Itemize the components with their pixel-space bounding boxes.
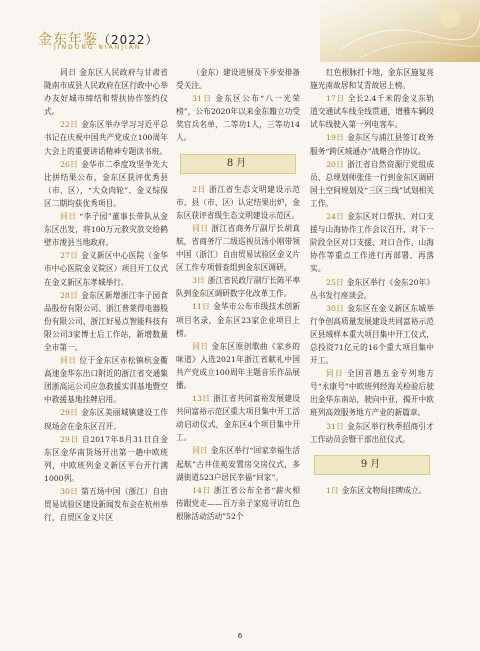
header-decoration-image xyxy=(320,0,480,62)
entry-date: 31日 xyxy=(326,421,345,431)
entry-text: 自2017年8月31日自金东区金华南货场开出第一趟中欧班列，中欧班列金义新区平台开行满1000列。 xyxy=(44,434,168,483)
entry-date: 同日 xyxy=(60,356,77,366)
entry-text: 金东区举行《金东20年》丛书发行座谈会。 xyxy=(310,277,434,300)
entry-text: 金东区举办学习习近平总书记在庆祝中国共产党成立100周年大会上的重要讲话精神专题读书班。 xyxy=(44,120,168,156)
column-2 xyxy=(176,66,300,523)
chronicle-entry xyxy=(310,131,434,157)
entry-text: 浙江省商务厅副厅长胡真航，省商务厅二级巡视员汤小刚带领中国（浙江）自由贸易试验区金义片区工作专项督查组到金东区调研。 xyxy=(176,223,300,273)
chronicle-entry xyxy=(44,485,168,524)
chronicle-entry xyxy=(44,433,168,485)
entry-text: 全国首趟五金专列地方号“永康号”中欧班列经海关检验后驶出金华东南站，驶向中亚，揭开中欧班列高效服务地方产业的新篇章。 xyxy=(310,369,434,418)
chronicle-entry xyxy=(310,276,434,302)
entry-text: 浙江省民政厅副厅长陈平率队到金东区调研数字化改革工作。 xyxy=(176,276,301,299)
entry-text: 金东区美丽城镇建设工作现场会在金东区召开。 xyxy=(44,408,168,431)
entry-text: 金东区举行秋季招商引才工作动员会暨干部出征仪式。 xyxy=(310,421,434,444)
chronicle-entry xyxy=(44,158,168,210)
entry-text: 金东区新增浙江李子园食品股份有限公司、浙江普莱得电器股份有限公司、浙江好易点智能科技有限公司3家博士后工作站，新增数量全市第一。 xyxy=(44,290,168,352)
entry-date: 24日 xyxy=(326,212,345,222)
entry-text: 金华市公布市级技术创新项目名录，金东区23家企业项目上榜。 xyxy=(176,302,300,338)
yearbook-year: （2022） xyxy=(98,33,159,47)
entry-date: 19日 xyxy=(326,133,345,143)
chronicle-entry xyxy=(176,222,300,274)
entry-text: 金东区对口帮扶、对口支援与山海协作工作会议召开，对下一阶段全区对口支援、对口合作、山海协作等重点工作进行再部署、再落实。 xyxy=(310,212,434,274)
entry-text: 位于金东区赤松镇杭金衢高速金华东出口附近的浙江省交通集团浙高运公司应急救援实训基地暨空中救援基地挂牌启用。 xyxy=(44,356,168,405)
entry-text: 金东区在金义新区东城举行争创高质量发展建设共同富裕示范区县域样本重大项目集中开工仪式，总投资71亿元的16个重大项目集中开工。 xyxy=(310,303,434,366)
chronicle-entry xyxy=(44,118,168,157)
entry-date: 20日 xyxy=(326,159,345,169)
entry-text: 浙江省公布全省“薪火相传跟党走——百万亲子家庭寻访红色根脉活动活动”52个 xyxy=(176,485,300,521)
entry-date: 3日 xyxy=(192,276,205,286)
entry-text: 金义新区中心医院（金华市中心医院金义院区）项目开工仪式在金义新区东孝城举行。 xyxy=(44,251,168,287)
entry-text: （金东）建设进展及下步安排备受关注。 xyxy=(176,68,300,91)
chronicle-entry xyxy=(176,392,300,444)
chronicle-entry xyxy=(310,302,434,367)
entry-text: 第五场中国（浙江）自由贸易试验区建设新闻发布会在杭州举行，自贸区金义片区 xyxy=(44,487,168,523)
chronicle-entry xyxy=(176,340,300,392)
entry-text: 金东区文物局挂牌成立。 xyxy=(341,485,427,495)
yearbook-name: 金东年鉴 xyxy=(38,32,98,48)
chronicle-entry xyxy=(176,484,300,523)
entry-date: 27日 xyxy=(60,251,79,261)
chronicle-entry xyxy=(176,300,300,339)
chronicle-entry xyxy=(176,183,300,222)
yearbook-pinyin: JINDONG NIANJIAN xyxy=(54,44,142,51)
entry-text: 全长2.4千米的金义东轨道交通试车线全线贯通，增雅车辆段试车线驶入第一列电客车。 xyxy=(310,94,434,130)
entry-text: 浙江省生态文明建设示范市、县（市、区）认定结果出炉，金东区获评省级生态文明建设示范区。 xyxy=(176,184,300,220)
chronicle-entry xyxy=(310,66,434,92)
page-footer xyxy=(0,632,480,640)
entry-text: 金东区原创歌曲《家乡的味道》入选2021年浙江省献礼中国共产党成立100周年主题音乐作品展播。 xyxy=(176,341,300,390)
chronicle-entry xyxy=(44,249,168,288)
chronicle-entry xyxy=(310,158,434,210)
chronicle-entry xyxy=(44,406,168,432)
entry-date: 29日 xyxy=(60,408,79,418)
entry-date: 25日 xyxy=(326,277,344,287)
entry-text: 红色根脉打卡地，金东区施复亮施光南故居和艾青故居上榜。 xyxy=(310,68,434,91)
entry-date: 11日 xyxy=(192,302,211,312)
entry-text: 同日 金东区人民政府与甘肃省陇南市成县人民政府在区行政中心举办友好城市缔结和帮扶协作签约仪式。 xyxy=(44,68,168,117)
chronicle-entry xyxy=(310,420,434,446)
entry-text: 金东区与浦江县签订政务服务“跨区域通办”战略合作协议。 xyxy=(310,133,434,156)
chronicle-entry xyxy=(176,92,300,144)
column-3 xyxy=(310,66,434,497)
entry-date: 31日 xyxy=(192,94,213,104)
chronicle-entry xyxy=(44,66,168,118)
entry-date: 30日 xyxy=(326,303,345,313)
entry-text: 浙江省共同富裕发展建设共同富裕示范区重大项目集中开工活动启动仪式，金东区4个项目集中开工。 xyxy=(176,394,300,443)
chronicle-entry xyxy=(44,210,168,249)
entry-date: 1日 xyxy=(326,485,339,495)
chronicle-entry xyxy=(310,210,434,275)
entry-date: 同日 xyxy=(192,341,209,351)
entry-date: 22日 xyxy=(60,120,79,130)
entry-text: “李子园”董事长带队从金东区出发，将100万元救灾款交给鹤壁市浚县当地政府。 xyxy=(44,212,168,248)
page-number: 6 xyxy=(237,632,243,640)
chronicle-entry xyxy=(310,367,434,419)
entry-date: 同日 xyxy=(192,446,208,456)
chronicle-entry xyxy=(176,444,300,483)
chronicle-entry xyxy=(310,92,434,131)
entry-text: 金东区公布“八一光荣榜”，公布2020年以来金东籍立功受奖官兵名单，二等功1人，三等功14人。 xyxy=(176,94,300,143)
entry-date: 同日 xyxy=(326,369,344,379)
month-heading-september: 9月 xyxy=(314,455,430,475)
entry-date: 2日 xyxy=(192,184,207,194)
entry-date: 14日 xyxy=(192,485,211,495)
entry-date: 28日 xyxy=(60,290,79,300)
entry-date: 同日 xyxy=(60,212,77,222)
entry-date: 17日 xyxy=(326,94,345,104)
entry-date: 30日 xyxy=(60,487,79,496)
column-1 xyxy=(44,66,168,524)
entry-text: 金华市二季度攻坚争先大比拼结果公布，金东区获评优秀县（市、区），“大众肉轮”、金义综保区二期均获优秀项目。 xyxy=(44,159,168,208)
entry-text: 金东区举行“回家幸福生活起航”古井佳苑安置房交房仪式，多湖街道523户居民幸福“回家”。 xyxy=(176,446,300,482)
chronicle-entry xyxy=(44,354,168,406)
entry-date: 29日 xyxy=(60,434,80,444)
chronicle-entry xyxy=(176,274,300,300)
chronicle-entry xyxy=(176,66,300,92)
page-header xyxy=(0,0,480,62)
entry-date: 13日 xyxy=(192,394,211,404)
chronicle-entry xyxy=(310,484,434,497)
chronicle-entry xyxy=(44,289,168,354)
entry-date: 26日 xyxy=(60,159,79,169)
month-heading-august: 8月 xyxy=(180,154,296,174)
entry-text: 浙江省自然资源厅党组成员、总规划师张佳一行到金东区调研国土空间规划及“三区三线”试划相关工作。 xyxy=(310,159,434,208)
entry-date: 同日 xyxy=(192,223,209,233)
